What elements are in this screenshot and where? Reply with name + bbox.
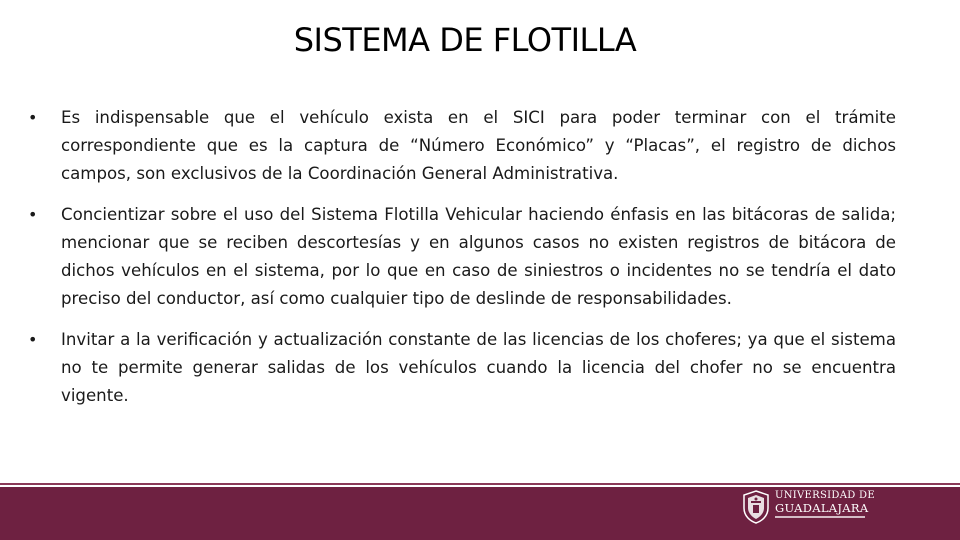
logo-line-1: UNIVERSIDAD DE: [775, 490, 875, 501]
logo-subtitle-rule: [775, 516, 865, 518]
footer-divider: [0, 483, 960, 485]
bullet-list: [28, 104, 896, 410]
bullet-text: Concientizar sobre el uso del Sistema Flotilla Vehicular haciendo énfasis en las bitácoras de salida; mencionar que se reciben descortesías y en algunos casos no existen registros de bitácora de dichos vehículos en el sistema, por lo que en caso de siniestros o incidentes no se tendría el dato preciso del conductor, así como cualquier tipo de deslinde de responsabilidades.: [61, 205, 896, 308]
bullet-dot-icon: •: [28, 330, 38, 349]
bullet-item: [28, 201, 896, 313]
slide-title: SISTEMA DE FLOTILLA: [293, 21, 637, 59]
bullet-dot-icon: •: [28, 205, 38, 224]
bullet-text: Es indispensable que el vehículo exista en el SICI para poder terminar con el trámite correspondiente que es la captura de “Número Económico” y “Placas”, el registro de dichos campos, son exclusivos de la Coordinación General Administrativa.: [61, 108, 896, 183]
bullet-text: Invitar a la verificación y actualización constante de las licencias de los choferes; ya que el sistema no te permite generar salidas de los vehículos cuando la licencia del chofer no se encuentra vigente.: [61, 330, 896, 405]
bullet-dot-icon: •: [28, 108, 38, 127]
university-logo: [741, 488, 875, 528]
bullet-item: [28, 326, 896, 410]
bullet-item: [28, 104, 896, 188]
logo-line-2: GUADALAJARA: [775, 501, 869, 515]
university-crest-icon: [741, 490, 771, 524]
